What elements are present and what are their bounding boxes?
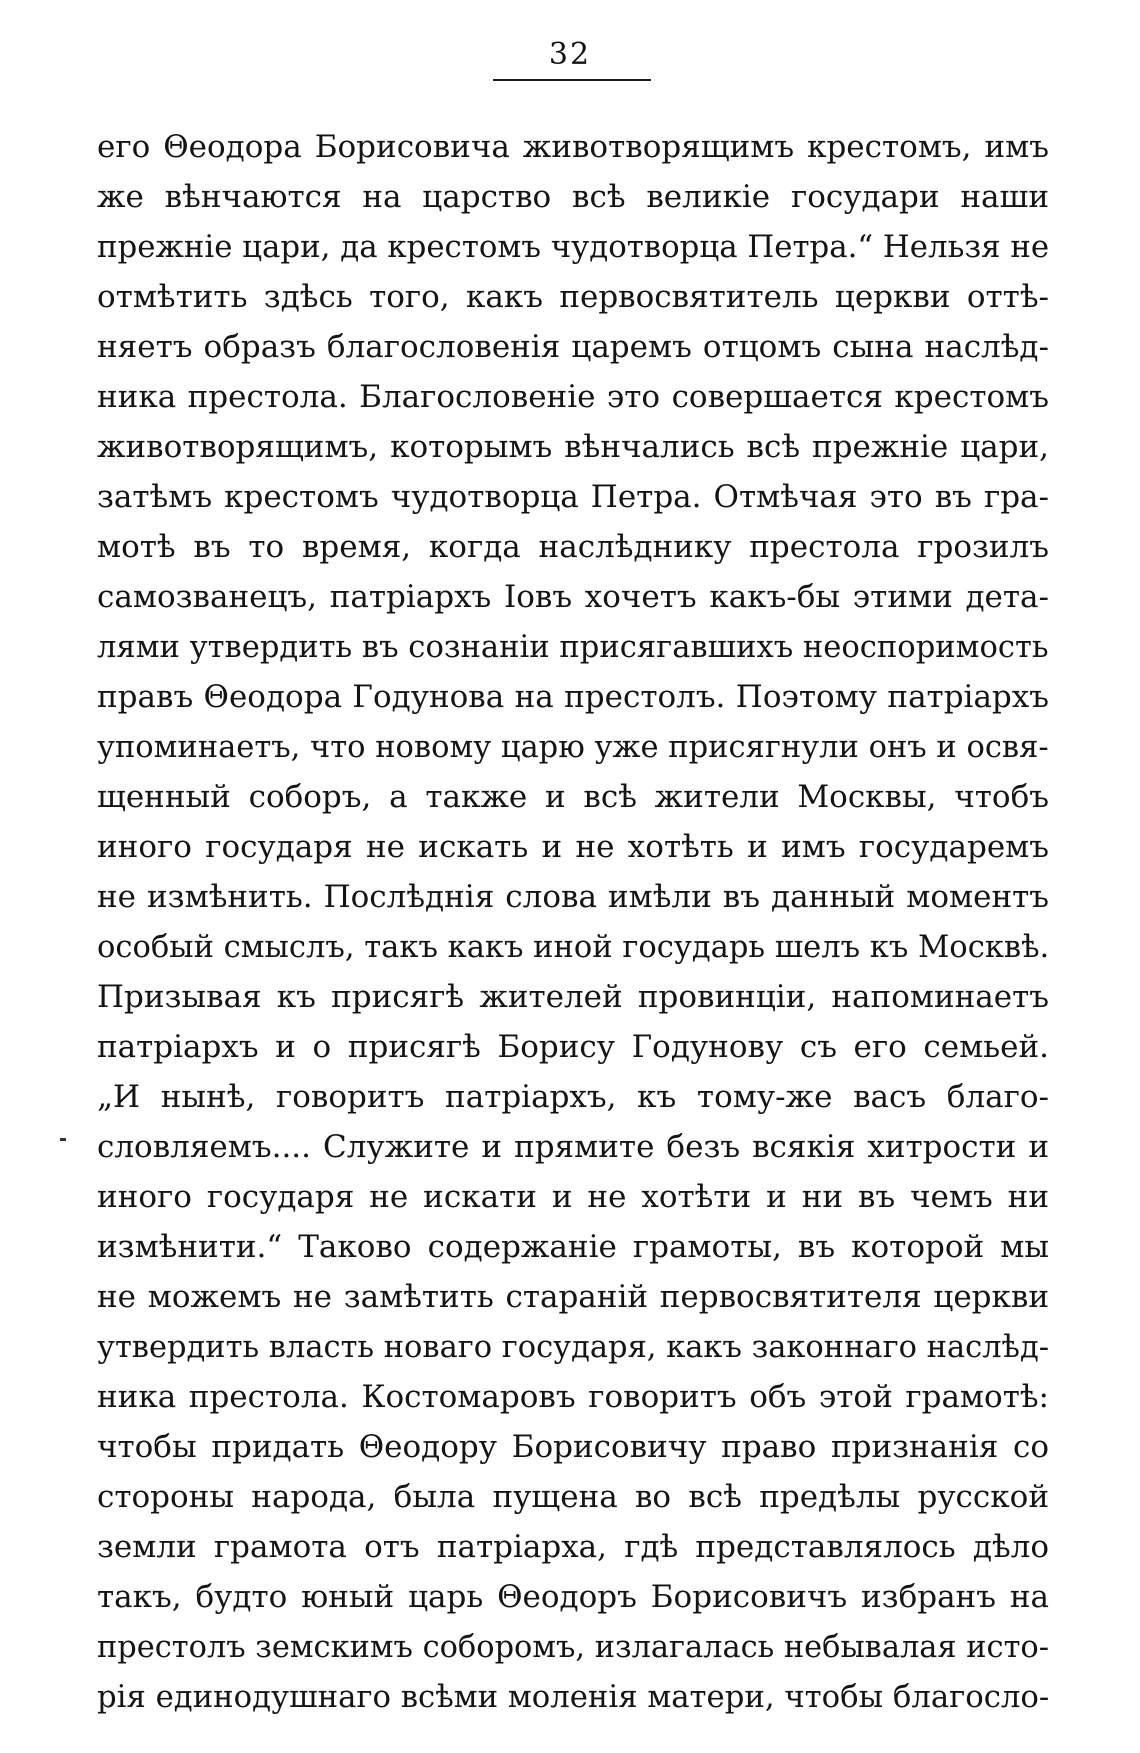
text-line: его Θеодора Борисовича животворящимъ крестомъ, имъ xyxy=(97,129,1049,165)
text-line: лями утвердить въ сознаніи присягавшихъ неоспоримость xyxy=(97,629,1049,665)
text-line: мотѣ въ то время, когда наслѣднику престола грозилъ xyxy=(97,529,1049,565)
text-line: правъ Θеодора Годунова на престолъ. Поэтому патріархъ xyxy=(97,679,1049,715)
text-line: щенный соборъ, а также и всѣ жители Москвы, чтобъ xyxy=(97,779,1049,815)
text-line: ника престола. Благословеніе это совершается крестомъ xyxy=(97,379,1049,415)
text-line: иного государя не искати и не хотѣти и ни въ чемъ ни xyxy=(97,1179,1049,1215)
text-line: рія единодушнаго всѣми моленія матери, чтобы благосло- xyxy=(97,1679,1050,1715)
text-line: самозванецъ, патріархъ Іовъ хочетъ какъ-бы этими дета- xyxy=(97,579,1049,615)
text-line: земли грамота отъ патріарха, гдѣ представлялось дѣло xyxy=(97,1529,1049,1565)
page-number: 32 xyxy=(548,37,592,72)
page-number-rule xyxy=(493,79,651,81)
text-body xyxy=(97,122,1049,1722)
text-line: такъ, будто юный царь Θеодоръ Борисовичъ избранъ на xyxy=(97,1579,1049,1615)
text-line: утвердить власть новаго государя, какъ законнаго наслѣд- xyxy=(97,1329,1050,1365)
text-line: престолъ земскимъ соборомъ, излагалась небывалая исто- xyxy=(97,1629,1050,1665)
text-line: прежніе цари, да крестомъ чудотворца Петра.“ Нельзя не xyxy=(97,229,1050,265)
text-line: животворящимъ, которымъ вѣнчались всѣ прежніе цари, xyxy=(97,429,1049,465)
text-line: отмѣтить здѣсь того, какъ первосвятитель церкви оттѣ- xyxy=(97,279,1049,315)
text-line: „И нынѣ, говоритъ патріархъ, къ тому-же васъ благо- xyxy=(97,1079,1049,1115)
text-line: особый смыслъ, такъ какъ иной государь шелъ къ Москвѣ. xyxy=(97,929,1050,965)
margin-mark xyxy=(60,1138,66,1141)
text-line: упоминаетъ, что новому царю уже присягнули онъ и освя- xyxy=(97,729,1049,765)
text-line: патріархъ и о присягѣ Борису Годунову съ его семьей. xyxy=(97,1029,1049,1065)
text-line: иного государя не искать и не хотѣть и имъ государемъ xyxy=(97,829,1049,865)
text-line: Призывая къ присягѣ жителей провинціи, напоминаетъ xyxy=(97,979,1049,1015)
text-line: измѣнити.“ Таково содержаніе грамоты, въ которой мы xyxy=(97,1229,1049,1265)
text-line: не можемъ не замѣтить стараній первосвятителя церкви xyxy=(97,1279,1049,1315)
text-line: стороны народа, была пущена во всѣ предѣлы русской xyxy=(97,1479,1049,1515)
text-line: ника престола. Костомаровъ говоритъ объ этой грамотѣ: xyxy=(97,1379,1049,1415)
text-line: затѣмъ крестомъ чудотворца Петра. Отмѣчая это въ гра- xyxy=(97,479,1049,515)
text-line: чтобы придать Θеодору Борисовичу право признанія со xyxy=(97,1429,1049,1465)
text-line: словляемъ.... Служите и прямите безъ всякія хитрости и xyxy=(97,1129,1049,1165)
text-line: няетъ образъ благословенія царемъ отцомъ сына наслѣд- xyxy=(97,329,1049,365)
text-line: же вѣнчаются на царство всѣ великіе государи наши xyxy=(97,179,1049,215)
text-line: не измѣнить. Послѣднія слова имѣли въ данный моментъ xyxy=(97,879,1049,915)
